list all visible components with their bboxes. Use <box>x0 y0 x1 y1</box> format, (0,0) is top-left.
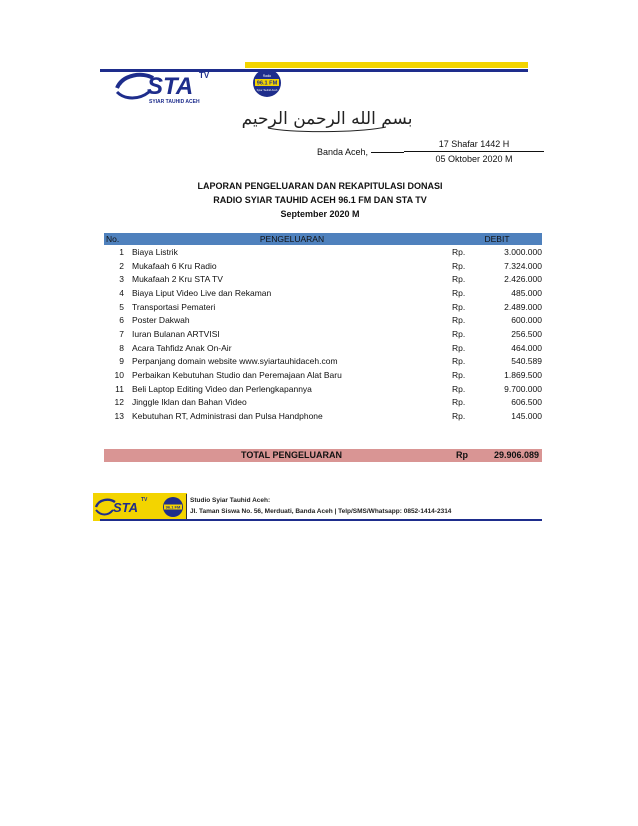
row-amount: 2.489.000 <box>504 301 542 312</box>
row-item: Biaya Listrik <box>132 246 178 257</box>
table-row <box>104 286 542 300</box>
header-pengeluaran: PENGELUARAN <box>132 233 452 245</box>
total-label: TOTAL PENGELUARAN <box>241 450 343 460</box>
row-number: 6 <box>119 315 124 326</box>
row-item: Iuran Bulanan ARTVISI <box>132 328 220 339</box>
row-amount: 600.000 <box>511 315 542 326</box>
table-row <box>104 259 542 273</box>
row-amount: 540.589 <box>511 356 542 367</box>
row-item: Kebutuhan RT, Administrasi dan Pulsa Handphone <box>132 411 323 422</box>
row-item: Perpanjang domain website www.syiartauhidaceh.com <box>132 356 338 367</box>
table-body <box>104 245 542 423</box>
header-debit: DEBIT <box>452 233 542 245</box>
row-amount: 145.000 <box>511 411 542 422</box>
row-currency: Rp. <box>452 383 466 394</box>
row-item: Mukafaah 6 Kru Radio <box>132 260 217 271</box>
footer-logo-text: STA <box>113 500 139 515</box>
radio-badge-logo <box>252 68 282 98</box>
table-row <box>104 245 542 259</box>
row-currency: Rp. <box>452 260 466 271</box>
row-amount: 256.500 <box>511 328 542 339</box>
row-item: Mukafaah 2 Kru STA TV <box>132 274 223 285</box>
footer-logo <box>93 493 187 521</box>
row-amount: 485.000 <box>511 287 542 298</box>
row-currency: Rp. <box>452 315 466 326</box>
table-row <box>104 368 542 382</box>
row-number: 2 <box>119 260 124 271</box>
row-number: 3 <box>119 274 124 285</box>
total-currency: Rp <box>456 450 468 460</box>
row-currency: Rp. <box>452 342 466 353</box>
row-amount: 7.324.000 <box>504 260 542 271</box>
row-number: 11 <box>115 383 124 394</box>
total-amount: 29.906.089 <box>493 450 539 460</box>
row-item: Transportasi Pemateri <box>132 301 216 312</box>
header-no: No. <box>104 233 132 245</box>
row-currency: Rp. <box>452 411 466 422</box>
row-currency: Rp. <box>452 397 466 408</box>
logo-tv: TV <box>199 71 210 80</box>
row-amount: 1.869.500 <box>504 370 542 381</box>
logo-text: STA <box>147 73 194 100</box>
row-item: Poster Dakwah <box>132 315 190 326</box>
row-number: 10 <box>114 370 124 381</box>
table-row <box>104 341 542 355</box>
date-masehi: 05 Oktober 2020 M <box>435 154 513 164</box>
row-number: 1 <box>119 246 124 257</box>
radio-badge-bottom: Syiar Tauhid Aceh <box>256 89 278 92</box>
row-currency: Rp. <box>452 356 466 367</box>
footer-radio-freq: 96.1 FM <box>165 504 181 510</box>
table-row <box>104 355 542 369</box>
header-yellow-stripe <box>245 62 528 68</box>
row-amount: 2.426.000 <box>504 274 542 285</box>
table-row <box>104 409 542 423</box>
row-item: Biaya Liput Video Live dan Rekaman <box>132 287 272 298</box>
row-currency: Rp. <box>452 328 466 339</box>
table-row <box>104 327 542 341</box>
row-amount: 3.000.000 <box>504 246 542 257</box>
place-label: Banda Aceh, <box>317 147 369 157</box>
footer-rule <box>100 519 542 521</box>
table-header-row <box>104 233 542 245</box>
row-number: 13 <box>114 411 124 422</box>
place-underline <box>371 152 404 153</box>
row-currency: Rp. <box>452 274 466 285</box>
bismillah-text: بسم الله الرحمن الرحيم <box>241 109 413 129</box>
table-row <box>104 272 542 286</box>
row-number: 12 <box>114 397 124 408</box>
row-item: Beli Laptop Editing Video dan Perlengkapannya <box>132 383 312 394</box>
row-number: 7 <box>119 328 124 339</box>
row-currency: Rp. <box>452 301 466 312</box>
sta-tv-logo <box>113 66 253 106</box>
row-currency: Rp. <box>452 287 466 298</box>
row-number: 9 <box>119 356 124 367</box>
total-row <box>104 449 542 462</box>
table-row <box>104 396 542 410</box>
row-item: Acara Tahfidz Anak On-Air <box>132 342 232 353</box>
logo-tagline: SYIAR TAUHID ACEH <box>149 99 200 105</box>
row-item: Jinggle Iklan dan Bahan Video <box>132 397 247 408</box>
radio-badge-top: Radio <box>262 74 272 78</box>
row-amount: 9.700.000 <box>504 383 542 394</box>
row-currency: Rp. <box>452 246 466 257</box>
date-box <box>404 138 544 166</box>
row-item: Perbaikan Kebutuhan Studio dan Peremajaan Alat Baru <box>132 370 342 381</box>
date-hijri: 17 Shafar 1442 H <box>438 139 510 149</box>
report-period: September 2020 M <box>280 209 360 219</box>
bismillah-calligraphy <box>241 100 413 134</box>
expense-table <box>104 233 542 423</box>
footer-org-name: Studio Syiar Tauhid Aceh: <box>190 497 271 504</box>
row-number: 4 <box>119 287 124 298</box>
table-row <box>104 300 542 314</box>
radio-badge-freq: 96.1 FM <box>256 80 278 87</box>
table-row <box>104 313 542 327</box>
row-amount: 464.000 <box>511 342 542 353</box>
row-amount: 606.500 <box>511 397 542 408</box>
report-title-line2: RADIO SYIAR TAUHID ACEH 96.1 FM DAN STA TV <box>213 195 427 205</box>
report-title-line1: LAPORAN PENGELUARAN DAN REKAPITULASI DONASI <box>197 181 443 191</box>
footer-divider <box>186 494 187 520</box>
footer-logo-tv: TV <box>141 497 148 503</box>
footer-address: Jl. Taman Siswa No. 56, Merduati, Banda Aceh | Telp/SMS/Whatsapp: 0852-1414-2314 <box>190 508 452 515</box>
row-number: 5 <box>119 301 124 312</box>
row-currency: Rp. <box>452 370 466 381</box>
table-row <box>104 382 542 396</box>
row-number: 8 <box>119 342 124 353</box>
